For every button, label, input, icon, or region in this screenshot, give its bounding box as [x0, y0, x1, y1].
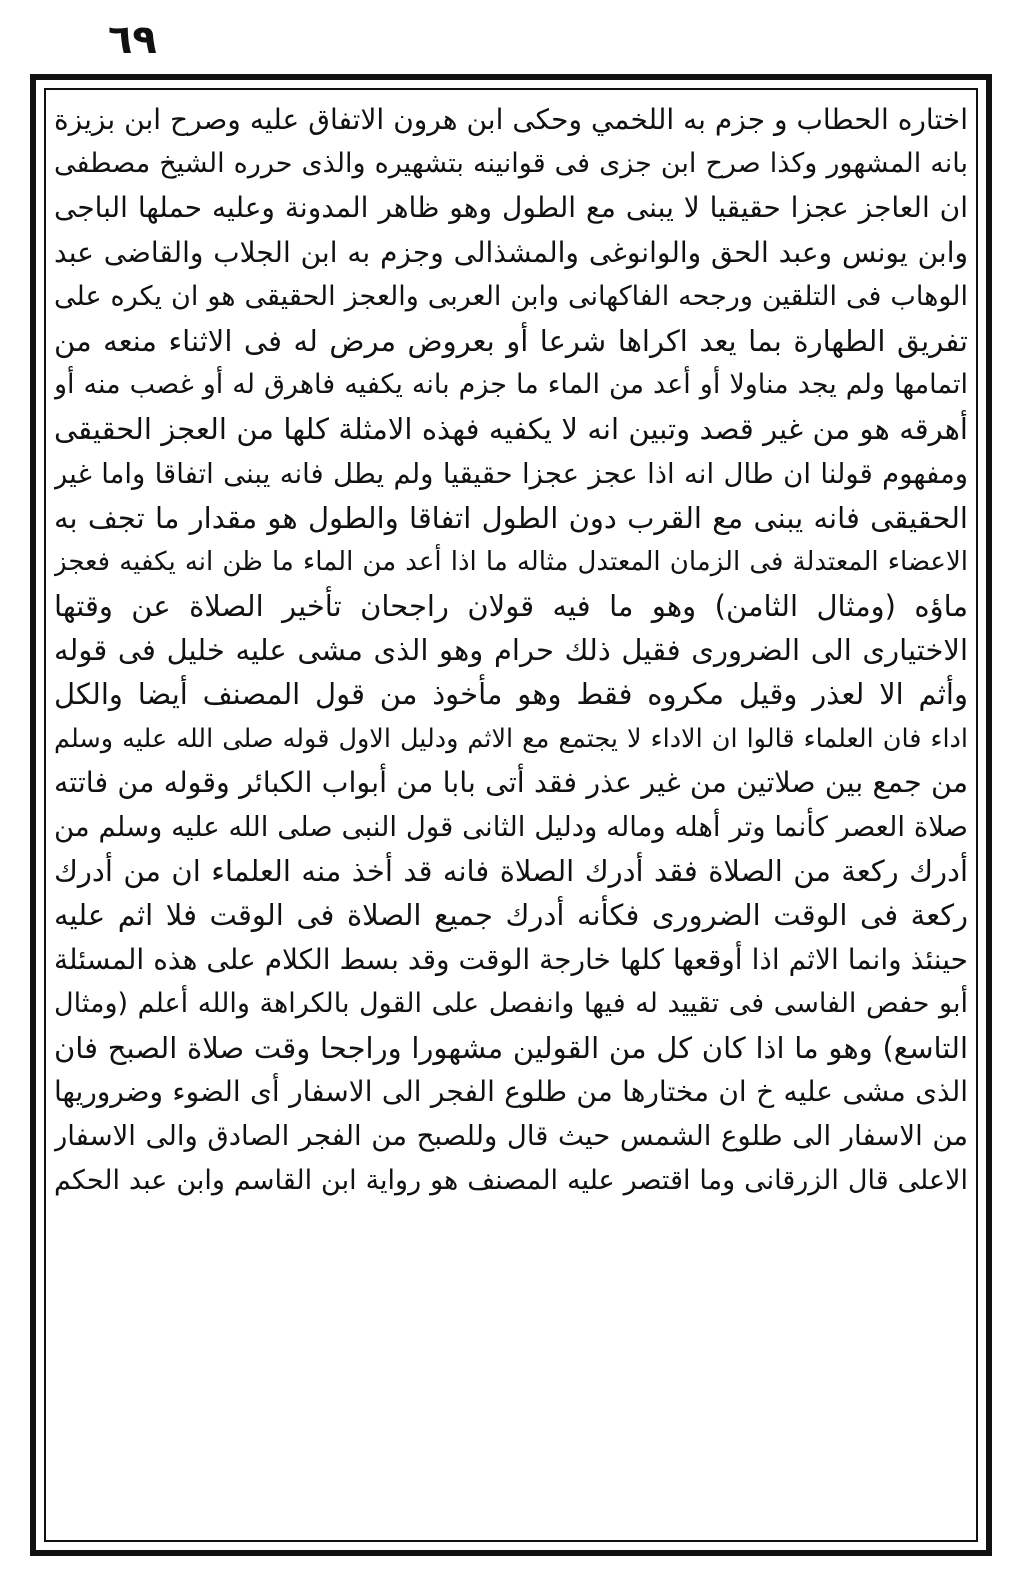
text-line: التاسع) وهو ما اذا كان كل من القولين مشهورا وراجحا وقت صلاة الصبح فان: [54, 1030, 968, 1065]
text-line: الاختيارى الى الضرورى فقيل ذلك حرام وهو الذى مشى عليه خليل فى قوله: [54, 633, 968, 668]
text-line: من جمع بين صلاتين من غير عذر فقد أتى بابا من أبواب الكبائر وقوله من فاتته: [54, 765, 968, 799]
text-line: ركعة فى الوقت الضرورى فكأنه أدرك جميع الصلاة فى الوقت فلا اثم عليه: [54, 898, 968, 933]
text-body: [54, 98, 968, 1534]
text-line: اتمامها ولم يجد مناولا أو أعد من الماء ما جزم بانه يكفيه فاهرق له أو غصب منه أو: [54, 369, 968, 401]
text-line: بانه المشهور وكذا صرح ابن جزى فى قوانينه بتشهيره والذى حرره الشيخ مصطفى: [54, 148, 968, 180]
text-line: الاعضاء المعتدلة فى الزمان المعتدل مثاله ما اذا أعد من الماء ما ظن انه يكفيه فعجز: [54, 546, 968, 577]
text-line: اداء فان العلماء قالوا ان الاداء لا يجتمع مع الاثم ودليل الاول قوله صلى الله عليه وسلم: [54, 723, 968, 754]
text-line: وابن يونس وعبد الحق والوانوغى والمشذالى وجزم به ابن الجلاب والقاضى عبد: [54, 235, 968, 269]
text-line: تفريق الطهارة بما يعد اكراها شرعا أو بعروض مرض له فى الاثناء منعه من: [54, 323, 968, 358]
text-line: حينئذ وانما الاثم اذا أوقعها كلها خارجة الوقت وقد بسط الكلام على هذه المسئلة: [54, 942, 968, 976]
text-line: الذى مشى عليه خ ان مختارها من طلوع الفجر الى الاسفار أى الضوء وضروريها: [54, 1075, 968, 1109]
text-line: ماؤه (ومثال الثامن) وهو ما فيه قولان راجحان تأخير الصلاة عن وقتها: [54, 589, 968, 624]
page-number: ٦٩: [108, 17, 157, 63]
text-line: أدرك ركعة من الصلاة فقد أدرك الصلاة فانه قد أخذ منه العلماء ان من أدرك: [54, 854, 968, 889]
text-line: أهرقه هو من غير قصد وتبين انه لا يكفيه فهذه الامثلة كلها من العجز الحقيقى: [54, 412, 968, 447]
text-line: أبو حفص الفاسى فى تقييد له فيها وانفصل على القول بالكراهة والله أعلم (ومثال: [54, 987, 968, 1019]
text-line: ومفهوم قولنا ان طال انه اذا عجز عجزا حقيقيا ولم يطل فانه يبنى اتفاقا واما غير: [54, 457, 968, 490]
text-line: الحقيقى فانه يبنى مع القرب دون الطول اتفاقا والطول هو مقدار ما تجف به: [54, 500, 968, 535]
text-line: اختاره الحطاب و جزم به اللخمي وحكى ابن هرون الاتفاق عليه وصرح ابن بزيزة: [54, 103, 968, 136]
text-line: من الاسفار الى طلوع الشمس حيث قال وللصبح من الفجر الصادق والى الاسفار: [54, 1120, 968, 1153]
text-line: الاعلى قال الزرقانى وما اقتصر عليه المصنف هو رواية ابن القاسم وابن عبد الحكم: [54, 1164, 968, 1196]
text-line: ان العاجز عجزا حقيقيا لا يبنى مع الطول وهو ظاهر المدونة وعليه حملها الباجى: [54, 191, 968, 225]
text-line: صلاة العصر كأنما وتر أهله وماله ودليل الثانى قول النبى صلى الله عليه وسلم من: [54, 811, 968, 843]
text-line: الوهاب فى التلقين ورجحه الفاكهانى وابن العربى والعجز الحقيقى هو ان يكره على: [54, 280, 968, 312]
text-line: وأثم الا لعذر وقيل مكروه فقط وهو مأخوذ من قول المصنف أيضا والكل: [54, 677, 968, 712]
